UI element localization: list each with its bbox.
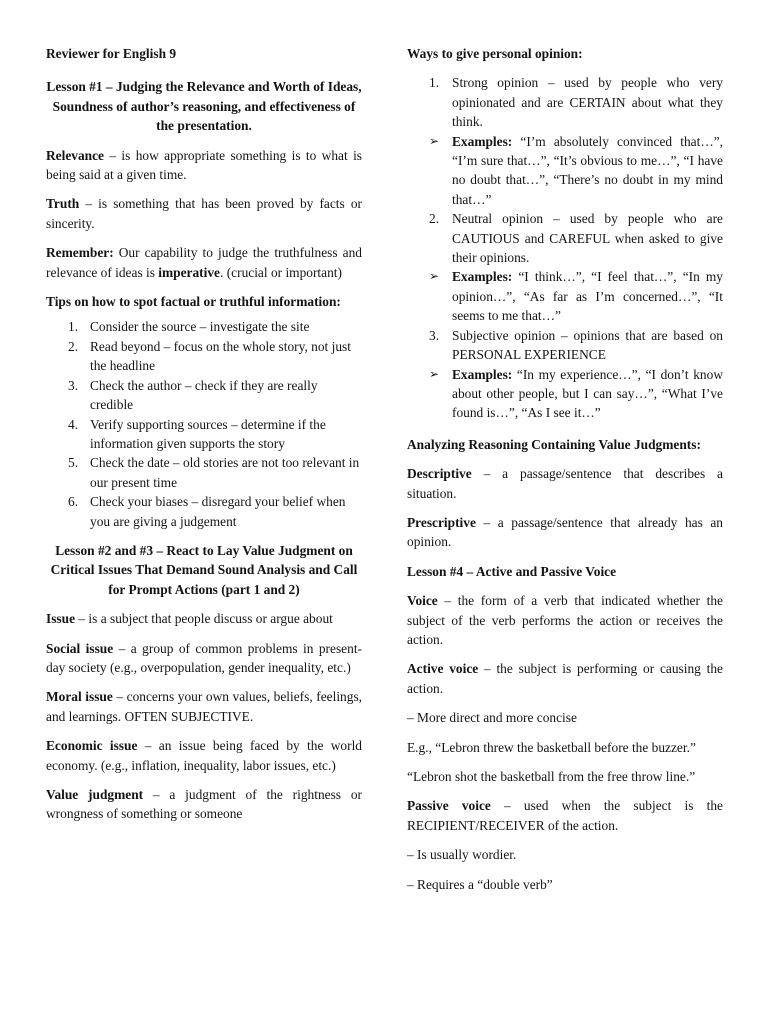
examples-item: ➢ Examples: “I’m absolutely convinced that…”, “I’m sure that…”, “It’s obvious to me…”, “I have no doubt that…”, “There’s no doubt in my mind that…” xyxy=(429,133,723,207)
arrow-bullet-icon: ➢ xyxy=(429,269,440,284)
passive-voice-note: – Requires a “double verb” xyxy=(407,876,553,892)
tip-item: 3. Check the author – check if they are really credible xyxy=(68,377,318,413)
tips-heading: Tips on how to spot factual or truthful information: xyxy=(46,294,341,310)
example-sentence: E.g., “Lebron threw the basketball before the buzzer.” xyxy=(407,739,696,755)
lesson-4-heading: Lesson #4 – Active and Passive Voice xyxy=(407,563,617,579)
moral-issue-definition: Moral issue – concerns your own values, beliefs, feelings, and learnings. OFTEN SUBJECTIVE. xyxy=(46,689,362,724)
left-column xyxy=(46,44,362,834)
arrow-bullet-icon: ➢ xyxy=(429,366,440,381)
opinion-item: 2. Neutral opinion – used by people who are CAUTIOUS and CAREFUL when asked to give their opinions. xyxy=(429,211,723,266)
passive-voice-definition: Passive voice – used when the subject is the RECIPIENT/RECEIVER of the action. xyxy=(407,798,723,833)
prescriptive-definition: Prescriptive – a passage/sentence that already has an opinion. xyxy=(407,514,723,550)
tip-item: 4. Verify supporting sources – determine if the information given supports the story xyxy=(68,416,326,451)
truth-definition: Truth – is something that has been proved by facts or sincerity. xyxy=(46,196,362,231)
issue-definition: Issue – is a subject that people discuss or argue about xyxy=(46,611,333,627)
example-sentence: “Lebron shot the basketball from the free throw line.” xyxy=(407,769,696,784)
opinion-item: 3. Subjective opinion – opinions that are based on PERSONAL EXPERIENCE xyxy=(429,327,723,363)
tip-item: 1. Consider the source – investigate the site xyxy=(68,319,310,335)
active-voice-definition: Active voice – the subject is performing or causing the action. xyxy=(407,661,724,696)
examples-item: ➢ Examples: “In my experience…”, “I don’t know about other people, but I can say…”, “What I’ve found is…”, “As I see it…” xyxy=(429,366,723,421)
social-issue-definition: Social issue – a group of common problems in present-day society (e.g., overpopulation, gender inequality, etc.) xyxy=(46,640,362,675)
opinion-item: 1. Strong opinion – used by people who very opinionated and are CERTAIN about what they think. xyxy=(429,75,723,130)
lesson-1-heading: Lesson #1 – Judging the Relevance and Worth of Ideas, Soundness of author’s reasoning, and effectiveness of the presentation. xyxy=(46,79,362,134)
tips-list xyxy=(46,317,362,530)
examples-item: ➢ Examples: “I think…”, “I feel that…”, “In my opinion…”, “As far as I’m concerned…”, “It seems to me that…” xyxy=(429,269,723,324)
economic-issue-definition: Economic issue – an issue being faced by the world economy. (e.g., inflation, inequality, labor issues, etc.) xyxy=(46,738,363,773)
voice-definition: Voice – the form of a verb that indicated whether the subject of the verb performs the action or receives the action. xyxy=(407,593,723,647)
tip-item: 2. Read beyond – focus on the whole story, not just the headline xyxy=(68,338,351,374)
right-column xyxy=(407,44,723,904)
analyzing-heading: Analyzing Reasoning Containing Value Judgments: xyxy=(407,436,701,452)
document-title: Reviewer for English 9 xyxy=(46,46,177,61)
tip-item: 6. Check your biases – disregard your belief when you are giving a judgement xyxy=(68,494,346,529)
passive-voice-note: – Is usually wordier. xyxy=(407,847,517,863)
active-voice-note: – More direct and more concise xyxy=(407,710,577,726)
value-judgment-definition: Value judgment – a judgment of the rightness or wrongness of something or someone xyxy=(46,787,362,822)
opinion-heading: Ways to give personal opinion: xyxy=(407,46,583,61)
arrow-bullet-icon: ➢ xyxy=(429,133,440,148)
tip-item: 5. Check the date – old stories are not too relevant in our present time xyxy=(68,455,360,490)
remember-note: Remember: Our capability to judge the truthfulness and relevance of ideas is imperative. (crucial or important) xyxy=(46,245,362,280)
descriptive-definition: Descriptive – a passage/sentence that describes a situation. xyxy=(407,466,723,501)
relevance-definition: Relevance – is how appropriate something is to what is being said at a given time. xyxy=(46,147,362,183)
lesson-2-3-heading: Lesson #2 and #3 – React to Lay Value Judgment on Critical Issues That Demand Sound Analysis and Call for Prompt Actions (part 1 and 2) xyxy=(50,542,358,597)
